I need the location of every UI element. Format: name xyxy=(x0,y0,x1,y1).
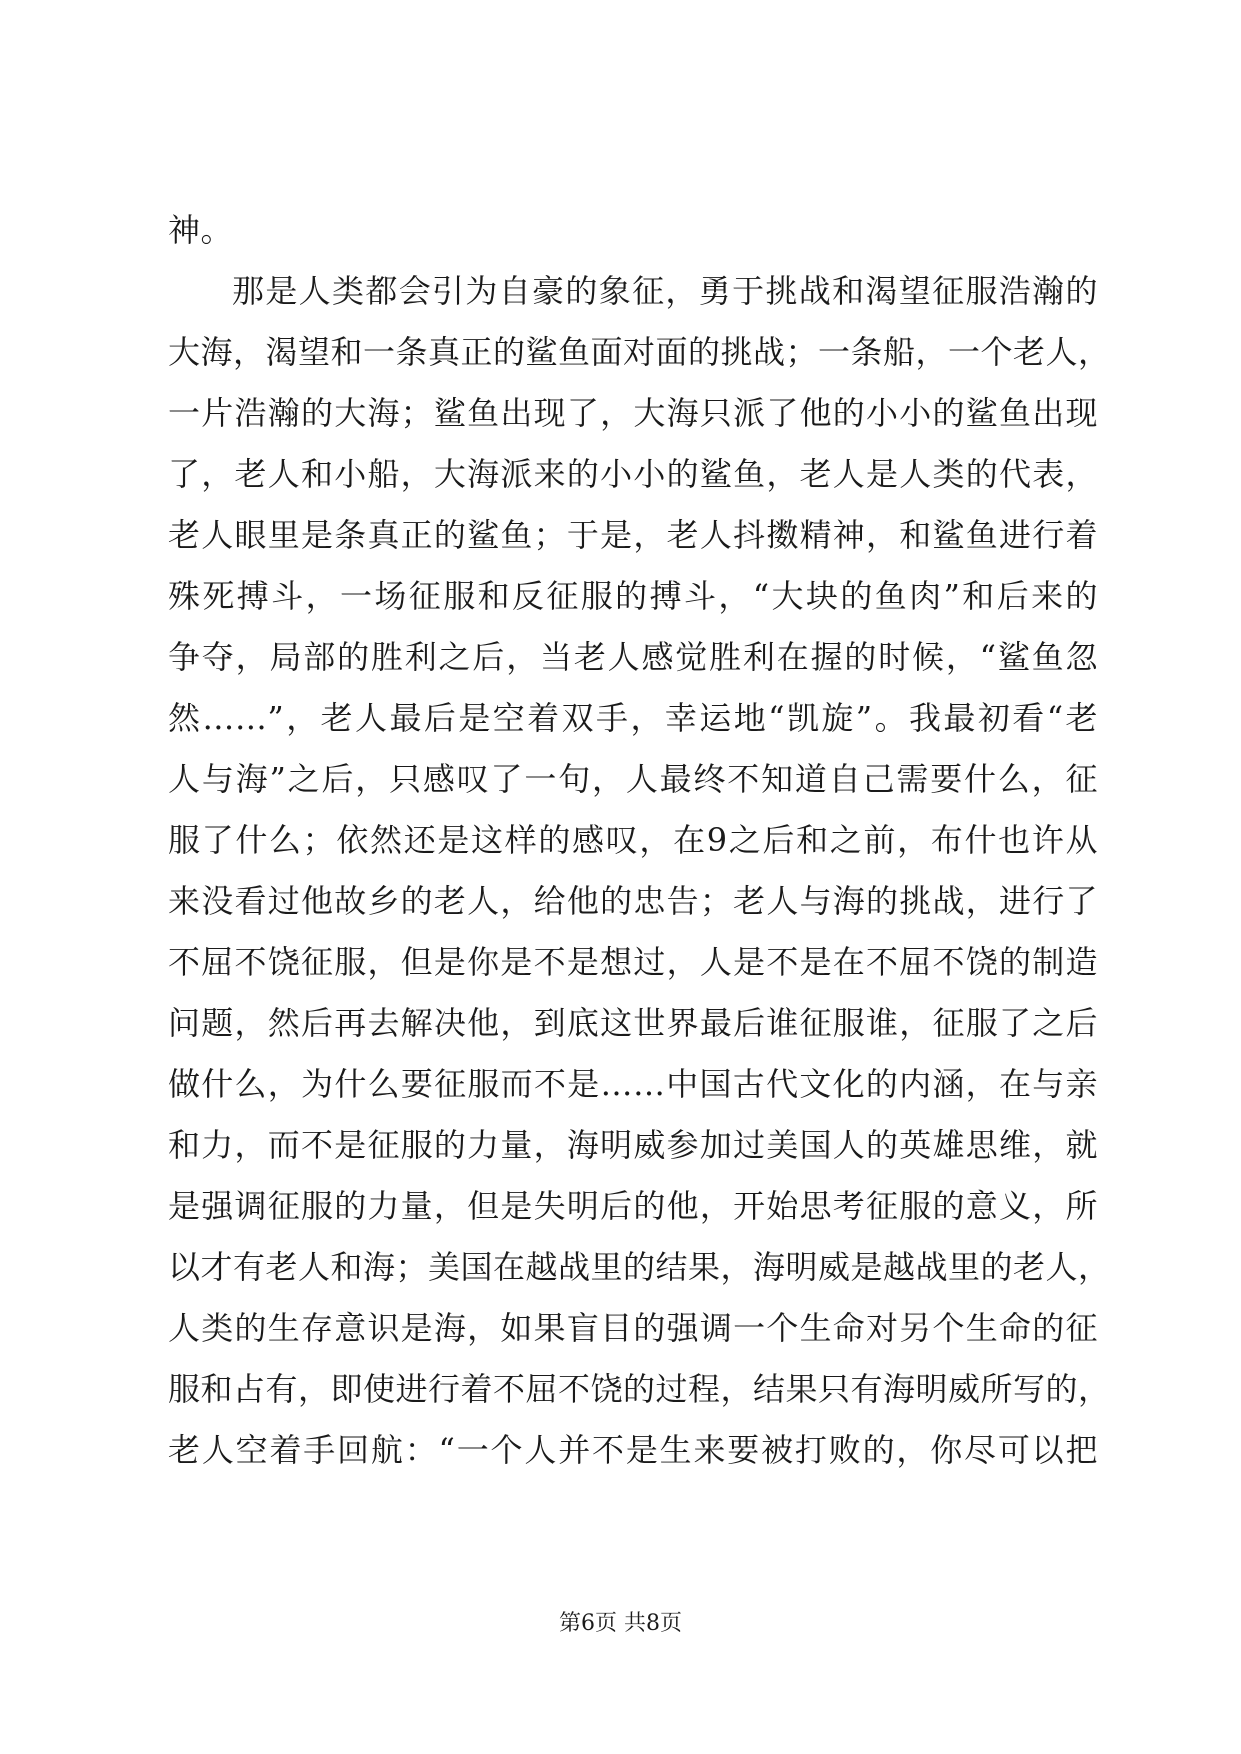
text-line: 人类的生存意识是海，如果盲目的强调一个生命对另个生命的征 xyxy=(168,1309,1098,1347)
text-line: 老人空着手回航：“一个人并不是生来要被打败的，你尽可以把 xyxy=(168,1431,1098,1469)
text-line: 一片浩瀚的大海；鲨鱼出现了，大海只派了他的小小的鲨鱼出现 xyxy=(168,394,1098,432)
text-line: 服了什么；依然还是这样的感叹，在9之后和之前，布什也许从 xyxy=(168,821,1098,859)
text-line: 殊死搏斗，一场征服和反征服的搏斗，“大块的鱼肉”和后来的 xyxy=(168,577,1098,615)
text-line: 来没看过他故乡的老人，给他的忠告；老人与海的挑战，进行了 xyxy=(168,882,1098,920)
text-line: 以才有老人和海；美国在越战里的结果，海明威是越战里的老人， xyxy=(168,1248,1111,1286)
text-line: 了，老人和小船，大海派来的小小的鲨鱼，老人是人类的代表， xyxy=(168,455,1098,493)
text-line: 神。 xyxy=(168,211,234,249)
text-line: 老人眼里是条真正的鲨鱼；于是，老人抖擞精神，和鲨鱼进行着 xyxy=(168,516,1098,554)
text-line: 服和占有，即使进行着不屈不饶的过程，结果只有海明威所写的， xyxy=(168,1370,1111,1408)
text-line: 大海，渴望和一条真正的鲨鱼面对面的挑战；一条船，一个老人， xyxy=(168,333,1111,371)
text-line: 争夺，局部的胜利之后，当老人感觉胜利在握的时候，“鲨鱼忽 xyxy=(168,638,1098,676)
text-line: 问题，然后再去解决他，到底这世界最后谁征服谁，征服了之后 xyxy=(168,1004,1098,1042)
paragraph-first-line: 那是人类都会引为自豪的象征，勇于挑战和渴望征服浩瀚的 xyxy=(232,272,1098,310)
text-line: 不屈不饶征服，但是你是不是想过，人是不是在不屈不饶的制造 xyxy=(168,943,1098,981)
page-footer: 第6页 共8页 xyxy=(559,1611,682,1636)
body-text xyxy=(168,200,1111,1481)
text-line: 做什么，为什么要征服而不是……中国古代文化的内涵，在与亲 xyxy=(168,1065,1098,1103)
text-line: 和力，而不是征服的力量，海明威参加过美国人的英雄思维，就 xyxy=(168,1126,1098,1164)
text-line: 然……”，老人最后是空着双手，幸运地“凯旋”。我最初看“老 xyxy=(168,699,1098,737)
text-line: 是强调征服的力量，但是失明后的他，开始思考征服的意义，所 xyxy=(168,1187,1098,1225)
text-line: 人与海”之后，只感叹了一句，人最终不知道自己需要什么，征 xyxy=(168,760,1098,798)
